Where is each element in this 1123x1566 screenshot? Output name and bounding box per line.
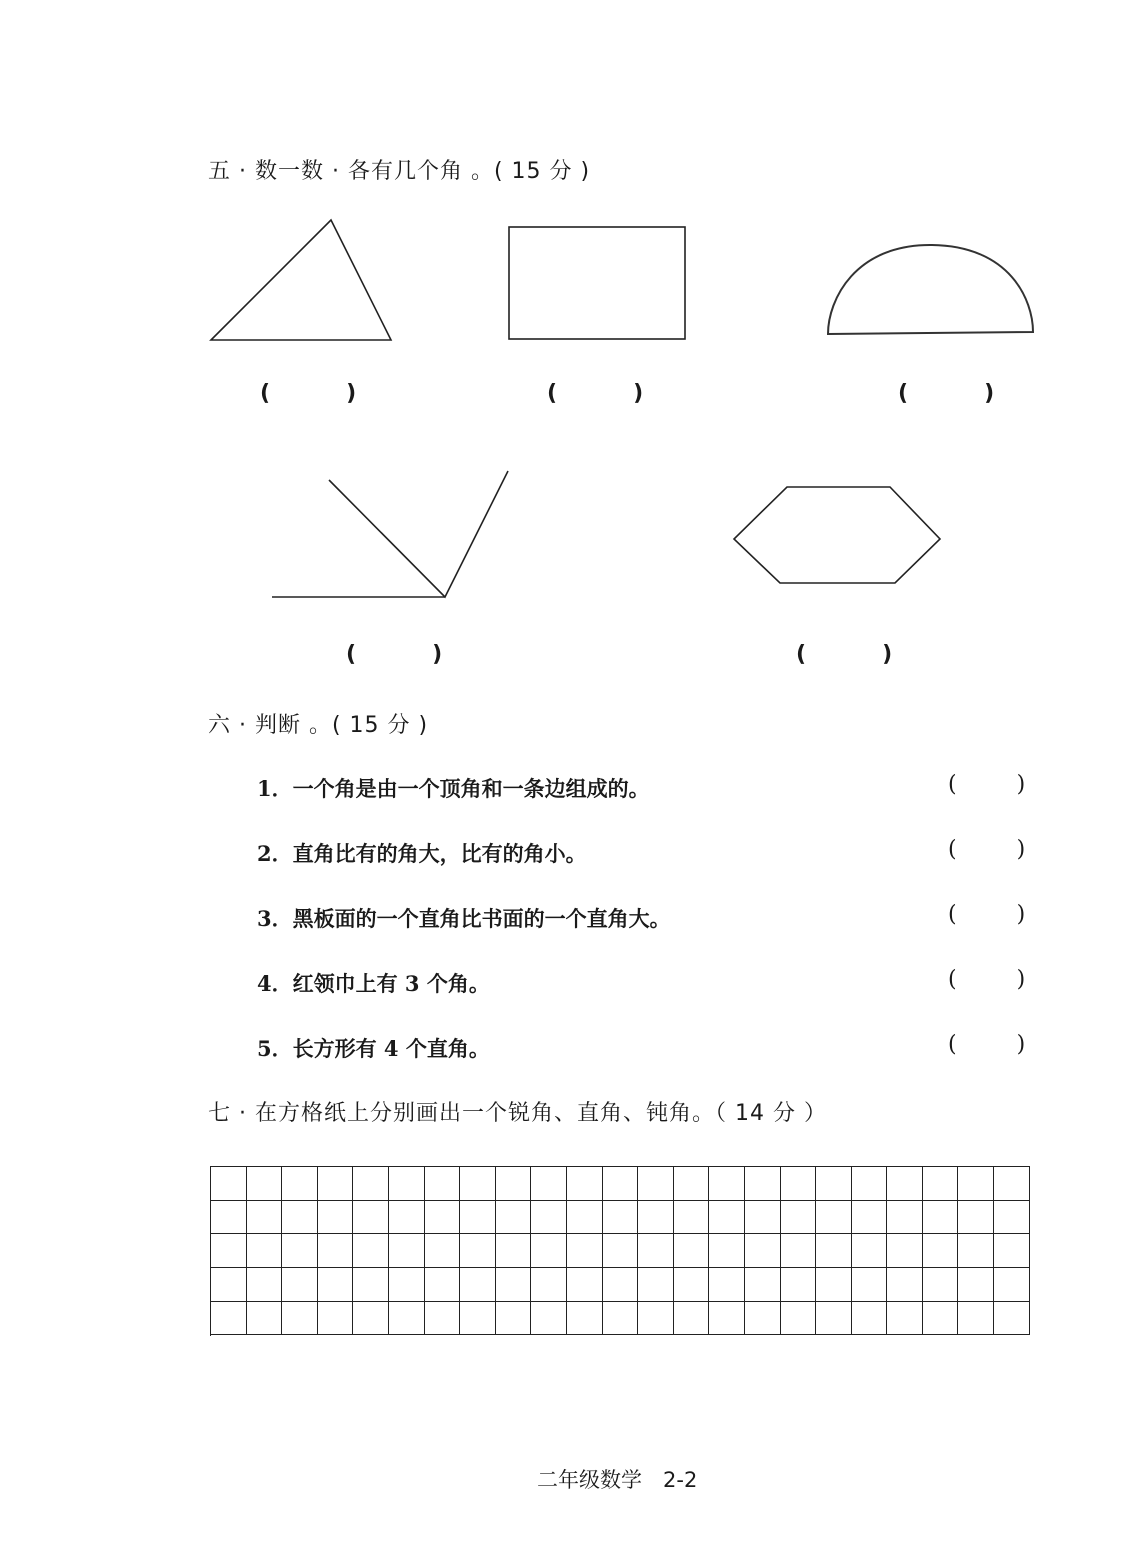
grid-cell[interactable] — [531, 1268, 567, 1302]
section6-heading: 六 · 判断 。( 15 分 ) — [208, 713, 429, 738]
close-paren: ) — [1016, 967, 1026, 992]
grid-cell[interactable] — [923, 1234, 959, 1268]
open-paren: ( — [796, 642, 807, 667]
grid-cell[interactable] — [674, 1302, 710, 1336]
grid-cell[interactable] — [460, 1234, 496, 1268]
grid-cell[interactable] — [389, 1268, 425, 1302]
grid-cell[interactable] — [531, 1234, 567, 1268]
grid-cell[interactable] — [958, 1201, 994, 1235]
grid-cell[interactable] — [603, 1234, 639, 1268]
grid-cell[interactable] — [389, 1167, 425, 1201]
grid-cell[interactable] — [211, 1167, 247, 1201]
open-paren: ( — [948, 902, 957, 927]
grid-cell[interactable] — [603, 1268, 639, 1302]
grid-cell[interactable] — [247, 1268, 283, 1302]
judgement-item-5: 5．长方形有 4 个直角。 — [257, 1036, 490, 1061]
close-paren: ) — [633, 381, 644, 406]
grid-cell[interactable] — [745, 1268, 781, 1302]
grid-cell[interactable] — [460, 1302, 496, 1336]
grid-cell[interactable] — [425, 1234, 461, 1268]
grid-cell[interactable] — [923, 1268, 959, 1302]
grid-cell[interactable] — [460, 1167, 496, 1201]
grid-cell[interactable] — [781, 1302, 817, 1336]
grid-cell[interactable] — [852, 1201, 888, 1235]
grid-cell[interactable] — [958, 1234, 994, 1268]
angle-answer[interactable] — [346, 642, 442, 667]
grid-cell[interactable] — [531, 1201, 567, 1235]
grid-cell[interactable] — [638, 1268, 674, 1302]
judgement-item-4: 4．红领巾上有 3 个角。 — [257, 971, 490, 996]
grid-cell[interactable] — [425, 1167, 461, 1201]
grid-cell[interactable] — [318, 1201, 354, 1235]
grid-cell[interactable] — [496, 1302, 532, 1336]
close-paren: ) — [1016, 772, 1026, 797]
grid-cell[interactable] — [318, 1234, 354, 1268]
grid-cell[interactable] — [460, 1268, 496, 1302]
triangle-outline — [211, 220, 391, 340]
grid-cell[interactable] — [852, 1234, 888, 1268]
close-paren: ) — [882, 642, 893, 667]
grid-cell[interactable] — [674, 1234, 710, 1268]
hexagon-answer[interactable] — [796, 642, 892, 667]
judgement-item-3: 3．黑板面的一个直角比书面的一个直角大。 — [257, 906, 671, 931]
grid-cell[interactable] — [247, 1167, 283, 1201]
grid-cell[interactable] — [496, 1167, 532, 1201]
open-paren: ( — [547, 381, 558, 406]
grid-cell[interactable] — [318, 1302, 354, 1336]
grid-cell[interactable] — [781, 1201, 817, 1235]
grid-cell[interactable] — [709, 1234, 745, 1268]
grid-cell[interactable] — [247, 1201, 283, 1235]
judgement-answer-1[interactable] — [948, 772, 1025, 797]
grid-row — [211, 1167, 1030, 1201]
open-paren: ( — [948, 772, 957, 797]
close-paren: ) — [1016, 1032, 1026, 1057]
grid-cell[interactable] — [353, 1201, 389, 1235]
rectangle-answer[interactable] — [547, 381, 643, 406]
grid-cell[interactable] — [567, 1201, 603, 1235]
open-paren: ( — [948, 1032, 957, 1057]
grid-cell[interactable] — [923, 1302, 959, 1336]
grid-cell[interactable] — [603, 1201, 639, 1235]
grid-cell[interactable] — [852, 1302, 888, 1336]
judgement-item-2: 2．直角比有的角大，比有的角小。 — [257, 841, 587, 866]
grid-cell[interactable] — [353, 1302, 389, 1336]
judgement-answer-2[interactable] — [948, 837, 1025, 862]
grid-cell[interactable] — [852, 1167, 888, 1201]
grid-cell[interactable] — [709, 1268, 745, 1302]
grid-cell[interactable] — [460, 1201, 496, 1235]
grid-cell[interactable] — [425, 1201, 461, 1235]
grid-row — [211, 1268, 1030, 1302]
grid-cell[interactable] — [531, 1167, 567, 1201]
grid-cell[interactable] — [603, 1167, 639, 1201]
grid-cell[interactable] — [994, 1302, 1030, 1336]
grid-cell[interactable] — [211, 1201, 247, 1235]
grid-cell[interactable] — [318, 1268, 354, 1302]
grid-cell[interactable] — [247, 1302, 283, 1336]
grid-cell[interactable] — [709, 1302, 745, 1336]
grid-cell[interactable] — [389, 1302, 425, 1336]
open-paren: ( — [948, 837, 957, 862]
grid-cell[interactable] — [496, 1234, 532, 1268]
judgement-answer-3[interactable] — [948, 902, 1025, 927]
section7-heading: 七 · 在方格纸上分别画出一个锐角、直角、钝角。（ 14 分 ） — [208, 1101, 827, 1126]
grid-cell[interactable] — [247, 1234, 283, 1268]
grid-cell[interactable] — [353, 1234, 389, 1268]
grid-cell[interactable] — [923, 1167, 959, 1201]
grid-cell[interactable] — [781, 1167, 817, 1201]
grid-cell[interactable] — [816, 1302, 852, 1336]
grid-cell[interactable] — [674, 1201, 710, 1235]
grid-cell[interactable] — [958, 1167, 994, 1201]
grid-cell[interactable] — [282, 1302, 318, 1336]
grid-cell[interactable] — [887, 1201, 923, 1235]
grid-row — [211, 1302, 1030, 1336]
grid-cell[interactable] — [211, 1302, 247, 1336]
grid-cell[interactable] — [282, 1234, 318, 1268]
grid-cell[interactable] — [887, 1268, 923, 1302]
judgement-answer-4[interactable] — [948, 967, 1025, 992]
open-paren: ( — [260, 381, 271, 406]
semicircle-outline — [828, 245, 1033, 334]
grid-cell[interactable] — [994, 1234, 1030, 1268]
grid-cell[interactable] — [567, 1302, 603, 1336]
grid-cell[interactable] — [567, 1268, 603, 1302]
grid-cell[interactable] — [816, 1167, 852, 1201]
page-footer: 二年级数学 2-2 — [537, 1468, 698, 1492]
open-paren: ( — [898, 381, 909, 406]
grid-cell[interactable] — [958, 1302, 994, 1336]
grid-cell[interactable] — [709, 1201, 745, 1235]
grid-cell[interactable] — [816, 1268, 852, 1302]
grid-cell[interactable] — [781, 1268, 817, 1302]
grid-cell[interactable] — [496, 1268, 532, 1302]
grid-cell[interactable] — [425, 1268, 461, 1302]
grid-cell[interactable] — [994, 1268, 1030, 1302]
grid-cell[interactable] — [674, 1268, 710, 1302]
grid-row — [211, 1201, 1030, 1235]
grid-cell[interactable] — [211, 1234, 247, 1268]
close-paren: ) — [346, 381, 357, 406]
open-paren: ( — [346, 642, 357, 667]
grid-cell[interactable] — [425, 1302, 461, 1336]
open-paren: ( — [948, 967, 957, 992]
triangle-answer[interactable] — [260, 381, 356, 406]
grid-cell[interactable] — [282, 1268, 318, 1302]
grid-cell[interactable] — [781, 1234, 817, 1268]
grid-cell[interactable] — [923, 1201, 959, 1235]
hexagon-outline — [734, 487, 940, 583]
grid-cell[interactable] — [353, 1167, 389, 1201]
grid-cell[interactable] — [638, 1234, 674, 1268]
grid-cell[interactable] — [816, 1201, 852, 1235]
grid-cell[interactable] — [994, 1201, 1030, 1235]
grid-cell[interactable] — [638, 1167, 674, 1201]
grid-cell[interactable] — [638, 1201, 674, 1235]
grid-cell[interactable] — [282, 1167, 318, 1201]
close-paren: ) — [1016, 837, 1026, 862]
grid-cell[interactable] — [745, 1302, 781, 1336]
grid-cell[interactable] — [745, 1201, 781, 1235]
grid-cell[interactable] — [353, 1268, 389, 1302]
judgement-item-1: 1．一个角是由一个顶角和一条边组成的。 — [257, 776, 650, 801]
grid-cell[interactable] — [674, 1167, 710, 1201]
grid-cell[interactable] — [638, 1302, 674, 1336]
grid-cell[interactable] — [567, 1234, 603, 1268]
grid-cell[interactable] — [887, 1302, 923, 1336]
grid-cell[interactable] — [318, 1167, 354, 1201]
grid-cell[interactable] — [282, 1201, 318, 1235]
grid-cell[interactable] — [745, 1167, 781, 1201]
grid-cell[interactable] — [887, 1167, 923, 1201]
close-paren: ) — [984, 381, 995, 406]
grid-cell[interactable] — [709, 1167, 745, 1201]
grid-cell[interactable] — [745, 1234, 781, 1268]
close-paren: ) — [1016, 902, 1026, 927]
grid-cell[interactable] — [496, 1201, 532, 1235]
section5-heading: 五 · 数一数 · 各有几个角 。( 15 分 ) — [208, 159, 591, 184]
grid-cell[interactable] — [211, 1268, 247, 1302]
grid-cell[interactable] — [567, 1167, 603, 1201]
grid-cell[interactable] — [389, 1234, 425, 1268]
grid-cell[interactable] — [531, 1302, 567, 1336]
close-paren: ) — [432, 642, 443, 667]
grid-row — [211, 1234, 1030, 1268]
judgement-answer-5[interactable] — [948, 1032, 1025, 1057]
grid-cell[interactable] — [958, 1268, 994, 1302]
angle-outline — [329, 471, 508, 597]
grid-cell[interactable] — [603, 1302, 639, 1336]
grid-cell[interactable] — [389, 1201, 425, 1235]
drawing-grid[interactable] — [210, 1166, 1030, 1336]
grid-cell[interactable] — [816, 1234, 852, 1268]
grid-cell[interactable] — [852, 1268, 888, 1302]
grid-cell[interactable] — [887, 1234, 923, 1268]
rectangle-outline — [509, 227, 685, 339]
grid-cell[interactable] — [994, 1167, 1030, 1201]
semicircle-answer[interactable] — [898, 381, 994, 406]
